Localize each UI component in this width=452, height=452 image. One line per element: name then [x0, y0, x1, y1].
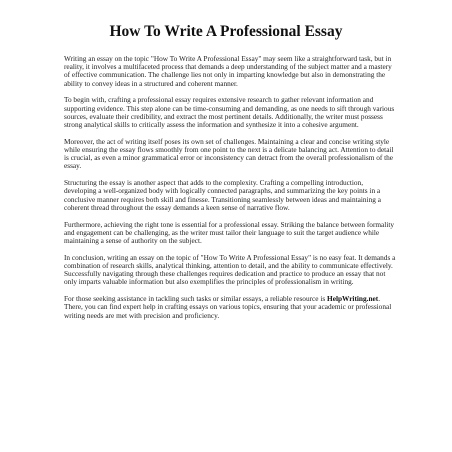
document-title: How To Write A Professional Essay	[109, 23, 343, 40]
paragraph-conclusion: In conclusion, writing an essay on the topic of "How To Write A Professional Essay" is no easy feat. It demands a combination of research skills, analytical thinking, attention to detail, and the ability to communicate effectively. Successfully navigating through these challenges requires dedication and practice to produce an essay that not only imparts valuable information but also exemplifies the principles of professionalism in writing.	[64, 252, 396, 287]
paragraph-resource	[64, 295, 396, 320]
paragraph-tone: Furthermore, achieving the right tone is essential for a professional essay. Striking the balance between formality and engagement can be challenging, as the writer must tailor their language to suit the target audience while maintaining a sense of authority on the subject.	[64, 219, 395, 246]
paragraph-writing: Moreover, the act of writing itself poses its own set of challenges. Maintaining a clear and concise writing style while ensuring the essay flows smoothly from one point to the next is a delicate balancing act. Attention to detail is crucial, as even a minor grammatical error or inconsistency can detract from the overall professionalism of the essay.	[64, 136, 394, 171]
resource-text-after: . There, you can find expert help in crafting essays on various topics, ensuring that your academic or professional writing needs are met with precision and proficiency.	[64, 294, 392, 320]
resource-site-name: HelpWriting.net	[327, 294, 379, 304]
document-body	[64, 55, 396, 328]
resource-text-before: For those seeking assistance in tackling such tasks or similar essays, a reliable resource is	[64, 294, 328, 304]
paragraph-research: To begin with, crafting a professional essay requires extensive research to gather relevant information and supporting evidence. This step alone can be time-consuming and demanding, as one needs to sift through various sources, evaluate their credibility, and extract the most pertinent details. Additionally, the writer must possess strong analytical skills to critically assess the information and synthesize it into a cohesive argument.	[64, 95, 395, 130]
paragraph-structure: Structuring the essay is another aspect that adds to the complexity. Crafting a compelling introduction, developing a well-organized body with logically connected paragraphs, and summarizing the key points in a conclusive manner requires both skill and finesse. Transitioning seamlessly between ideas and maintaining a coherent thread throughout the essay demands a keen sense of narrative flow.	[64, 178, 381, 212]
paragraph-intro: Writing an essay on the topic "How To Write A Professional Essay" may seem like a straightforward task, but in reality, it involves a multifaceted process that demands a deep understanding of the subject matter and a mastery of effective communication. The challenge lies not only in imparting knowledge but also in demonstrating the ability to convey ideas in a structured and coherent manner.	[64, 54, 392, 88]
